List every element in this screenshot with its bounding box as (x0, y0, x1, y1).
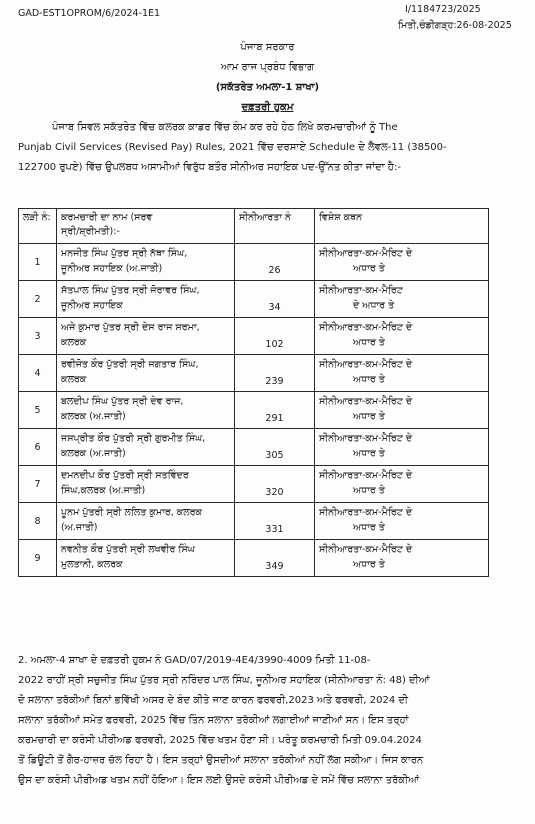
employee-name (57, 318, 235, 355)
order-title: ਦਫ਼ਤਰੀ ਹੁਕਮ (241, 102, 294, 113)
seniority-number: 34 (235, 281, 315, 318)
employee-designation: ਕਲਰਕ (ਅ.ਜਾਤੀ) (61, 448, 126, 459)
remarks-line: ਅਧਾਰ ਤੇ (353, 522, 385, 533)
intro-line: Punjab Civil Services (Revised Pay) Rules, 2021 ਵਿੱਚ ਦਰਸਾਏ Schedule ਦੇ ਲੈਵਲ-11 (38500- (18, 142, 447, 153)
remarks-line: ਸੀਨੀਆਰਤਾ-ਕਮ-ਮੈਰਿਟ ਦੇ (319, 396, 413, 407)
employee-name (57, 281, 235, 318)
para2-line: ਕਰਮਚਾਰੀ ਦਾ ਕਰੰਸੀ ਪੀਰੀਅਡ ਫਰਵਰੀ, 2025 ਵਿੱਚ ਖਤਮ ਹੋਣਾ ਸੀ। ਪਰੰਤੂ ਕਰਮਚਾਰੀ ਮਿਤੀ 09.04.2024 (18, 735, 422, 746)
issue-date: ਮਿਤੀ,ਚੰਡੀਗੜ੍ਹ:26-08-2025 (398, 20, 512, 31)
header-name-line: ਕਰਮਚਾਰੀ ਦਾ ਨਾਮ (ਸਰਵ (61, 212, 153, 223)
remarks (315, 392, 489, 429)
employee-name (57, 466, 235, 503)
para2-line: 2022 ਰਾਹੀਂ ਸ੍ਰੀ ਸਚੁਜੀਤ ਸਿੰਘ ਪੁੱਤਰ ਸ੍ਰੀ ਨਰਿੰਦਰ ਪਾਲ ਸਿੰਘ, ਜੂਨੀਅਰ ਸਹਾਇਕ (ਸੀਨੀਆਰਤਾ ਨੰ: 48) ਦੀਆਂ (18, 675, 430, 686)
employee-name-line: ਜਸਪ੍ਰੀਤ ਕੌਰ ਪੁੱਤਰੀ ਸ੍ਰੀ ਗੁਰਮੀਤ ਸਿੰਘ, (61, 433, 206, 444)
serial-number: 6 (19, 429, 57, 466)
table-row (19, 540, 489, 577)
paragraph-2 (18, 651, 518, 791)
seniority-number: 331 (235, 503, 315, 540)
remarks-line: ਸੀਨੀਆਰਤਾ-ਕਮ-ਮੈਰਿਟ ਦੇ (319, 433, 413, 444)
para2-line: ਤੋਂ ਡਿਊਟੀ ਤੋਂ ਗੈਰ-ਹਾਜ਼ਰ ਚੱਲ ਰਿਹਾ ਹੈ। ਇਸ ਤਰ੍ਹਾਂ ਉਸਦੀਆਂ ਸਲਾਨਾ ਤਰੱਕੀਆਂ ਨਹੀਂ ਲੱਗ ਸਕੀਆ। ਜਿਸ ਕਾਰਨ (18, 755, 424, 766)
remarks-line: ਸੀਨੀਆਰਤਾ-ਕਮ-ਮੈਰਿਟ ਦੇ (319, 322, 413, 333)
seniority-number: 320 (235, 466, 315, 503)
department-name: ਆਮ ਰਾਜ ਪ੍ਰਬੰਧ ਵਿਭਾਗ (220, 62, 315, 73)
employee-designation: (ਅ.ਜਾਤੀ) (61, 522, 98, 533)
employee-designation: ਜੂਨੀਅਰ ਸਹਾਇਕ (61, 300, 123, 311)
employee-name (57, 503, 235, 540)
para2-line: 2. ਅਮਲਾ-4 ਸ਼ਾਖਾ ਦੇ ਦਫ਼ਤਰੀ ਹੁਕਮ ਨੰ GAD/07/2019-4E4/3990-4009 ਮਿਤੀ 11-08- (18, 655, 371, 666)
remarks-line: ਅਧਾਰ ਤੇ (353, 448, 385, 459)
remarks-line: ਦੇ ਅਧਾਰ ਤੇ (353, 300, 395, 311)
remarks (315, 466, 489, 503)
serial-number: 4 (19, 355, 57, 392)
remarks-line: ਅਧਾਰ ਤੇ (353, 411, 385, 422)
employee-name (57, 244, 235, 281)
intro-line: 122700 ਰੁਪਏ) ਵਿੱਚ ਉਪਲਬਧ ਅਸਾਮੀਆਂ ਵਿਰੁੱਧ ਬਤੌਰ ਸੀਨੀਅਰ ਸਹਾਇਕ ਪਦ-ਉੱਨਤ ਕੀਤਾ ਜਾਂਦਾ ਹੈ:- (18, 162, 401, 173)
remarks-line: ਸੀਨੀਆਰਤਾ-ਕਮ-ਮੈਰਿਟ ਦੇ (319, 248, 413, 259)
serial-number: 7 (19, 466, 57, 503)
para2-line: ਉਸ ਦਾ ਕਰੰਸੀ ਪੀਰੀਅਡ ਖਤਮ ਨਹੀਂ ਹੋਇਆ। ਇਸ ਲਈ ਉਸਦੇ ਕਰੰਸੀ ਪੀਰੀਅਡ ਦੇ ਸਮੇਂ ਵਿੱਚ ਸਲਾਨਾ ਤਰੱਕੀਆਂ (18, 775, 420, 786)
header-name-line: ਸ੍ਰੀ/ਸ਼੍ਰੀਮਤੀ):- (61, 226, 120, 237)
table-row (19, 244, 489, 281)
intro-paragraph (18, 118, 518, 178)
table-row (19, 429, 489, 466)
header-seniority: ਸੀਨੀਆਰਤਾ ਨੰ (235, 209, 315, 244)
serial-number: 8 (19, 503, 57, 540)
employee-name-line: ਦਮਨਦੀਪ ਕੌਰ ਪੁੱਤਰੀ ਸ੍ਰੀ ਸਤਵਿੰਦਰ (61, 470, 189, 481)
remarks-line: ਸੀਨੀਆਰਤਾ-ਕਮ-ਮੈਰਿਟ (319, 285, 403, 296)
remarks (315, 318, 489, 355)
table-row (19, 355, 489, 392)
employee-name (57, 540, 235, 577)
seniority-number: 26 (235, 244, 315, 281)
remarks-line: ਅਧਾਰ ਤੇ (353, 559, 385, 570)
remarks (315, 503, 489, 540)
table-row (19, 392, 489, 429)
para2-line: ਸਲਾਨਾ ਤਰੱਕੀਆਂ ਸਮੇਤ ਫਰਵਰੀ, 2025 ਵਿੱਚ ਤਿੰਨ ਸਲਾਨਾ ਤਰੱਕੀਆਂ ਲਗਾਈਆਂ ਜਾਣੀਆਂ ਸਨ। ਇਸ ਤਰ੍ਹਾਂ (18, 715, 409, 726)
employee-designation: ਸਿੰਘ,ਕਲਰਕ (ਅ.ਜਾਤੀ) (61, 485, 146, 496)
remarks (315, 355, 489, 392)
remarks-line: ਸੀਨੀਆਰਤਾ-ਕਮ-ਮੈਰਿਟ ਦੇ (319, 470, 413, 481)
promotion-table (18, 208, 489, 577)
government-name: ਪੰਜਾਬ ਸਰਕਾਰ (240, 42, 295, 53)
file-reference: GAD-EST1OPROM/6/2024-1E1 (18, 8, 161, 19)
header-employee-name (57, 209, 235, 244)
remarks-line: ਸੀਨੀਆਰਤਾ-ਕਮ-ਮੈਰਿਟ ਦੇ (319, 359, 413, 370)
table-row (19, 318, 489, 355)
employee-name (57, 392, 235, 429)
serial-number: 9 (19, 540, 57, 577)
remarks (315, 281, 489, 318)
employee-designation: ਕਲਰਕ (61, 337, 87, 348)
table-row (19, 281, 489, 318)
seniority-number: 239 (235, 355, 315, 392)
seniority-number: 102 (235, 318, 315, 355)
remarks-line: ਅਧਾਰ ਤੇ (353, 374, 385, 385)
employee-designation: ਜੂਨੀਅਰ ਸਹਾਇਕ (ਅ.ਜਾਤੀ) (61, 263, 163, 274)
remarks-line: ਸੀਨੀਆਰਤਾ-ਕਮ-ਮੈਰਿਟ ਦੇ (319, 507, 413, 518)
employee-name-line: ਅਜੇ ਕੁਮਾਰ ਪੁੱਤਰ ਸ੍ਰੀ ਦੇਸ ਰਾਜ ਸਰਮਾ, (61, 322, 200, 333)
employee-designation: ਕਲਰਕ (61, 374, 87, 385)
serial-number: 5 (19, 392, 57, 429)
table-header-row (19, 209, 489, 244)
employee-name-line: ਮਨਜੀਤ ਸਿੰਘ ਪੁੱਤਰ ਸ੍ਰੀ ਨੱਥਾ ਸਿੰਘ, (61, 248, 188, 259)
serial-number: 3 (19, 318, 57, 355)
serial-number: 1 (19, 244, 57, 281)
seniority-number: 349 (235, 540, 315, 577)
remarks (315, 540, 489, 577)
employee-name-line: ਬਲਦੀਪ ਸਿੰਘ ਪੁੱਤਰ ਸ੍ਰੀ ਦੇਵ ਰਾਜ, (61, 396, 184, 407)
remarks-line: ਸੀਨੀਆਰਤਾ-ਕਮ-ਮੈਰਿਟ ਦੇ (319, 544, 413, 555)
serial-number: 2 (19, 281, 57, 318)
header-remarks: ਵਿਸ਼ੇਸ਼ ਕਥਨ (315, 209, 489, 244)
intro-line: ਪੰਜਾਬ ਸਿਵਲ ਸਕੱਤਰੇਤ ਵਿੱਚ ਕਲਰਕ ਕਾਡਰ ਵਿੱਚ ਕੰਮ ਕਰ ਰਹੇ ਹੇਠ ਲਿਖੇ ਕਰਮਚਾਰੀਆਂ ਨੂੰ The (52, 122, 398, 133)
employee-name-line: ਨਵਨੀਤ ਕੌਰ ਪੁੱਤਰੀ ਸ੍ਰੀ ਲਖਵੀਰ ਸਿੰਘ (61, 544, 195, 555)
para2-line: ਦੋ ਸਲਾਨਾ ਤਰੱਕੀਆਂ ਬਿਨਾਂ ਭਵਿੱਖੀ ਅਸਰ ਦੇ ਬੰਦ ਕੀਤੇ ਜਾਣ ਕਾਰਨ ਫਰਵਰੀ,2023 ਅਤੇ ਫਰਵਰੀ, 2024 ਦੀ (18, 695, 409, 706)
employee-name-line: ਰਵੀਜੋਤ ਕੌਰ ਪੁੱਤਰੀ ਸ੍ਰੀ ਜਗਤਾਰ ਸਿੰਘ, (61, 359, 199, 370)
branch-name: (ਸਕੱਤਰੇਤ ਅਮਲਾ-1 ਸ਼ਾਖਾ) (215, 82, 320, 93)
remarks-line: ਅਧਾਰ ਤੇ (353, 485, 385, 496)
table-row (19, 466, 489, 503)
employee-designation: ਮੁਲਤਾਨੀ, ਕਲਰਕ (61, 559, 123, 570)
employee-designation: ਕਲਰਕ (ਅ.ਜਾਤੀ) (61, 411, 126, 422)
remarks (315, 429, 489, 466)
remarks-line: ਅਧਾਰ ਤੇ (353, 263, 385, 274)
receipt-number: I/1184723/2025 (405, 4, 481, 15)
seniority-number: 305 (235, 429, 315, 466)
seniority-number: 291 (235, 392, 315, 429)
employee-name (57, 429, 235, 466)
table-row (19, 503, 489, 540)
remarks (315, 244, 489, 281)
header-serial: ਲੜੀ ਨੰ: (19, 209, 57, 244)
employee-name (57, 355, 235, 392)
remarks-line: ਅਧਾਰ ਤੇ (353, 337, 385, 348)
employee-name-line: ਪੂਨਮ ਪੁੱਤਰੀ ਸ੍ਰੀ ਲਲਿਤ ਕੁਮਾਰ, ਕਲਰਕ (61, 507, 203, 518)
employee-name-line: ਸੱਤਪਾਲ ਸਿੰਘ ਪੁੱਤਰ ਸ੍ਰੀ ਜੋਰਾਵਰ ਸਿੰਘ, (61, 285, 200, 296)
